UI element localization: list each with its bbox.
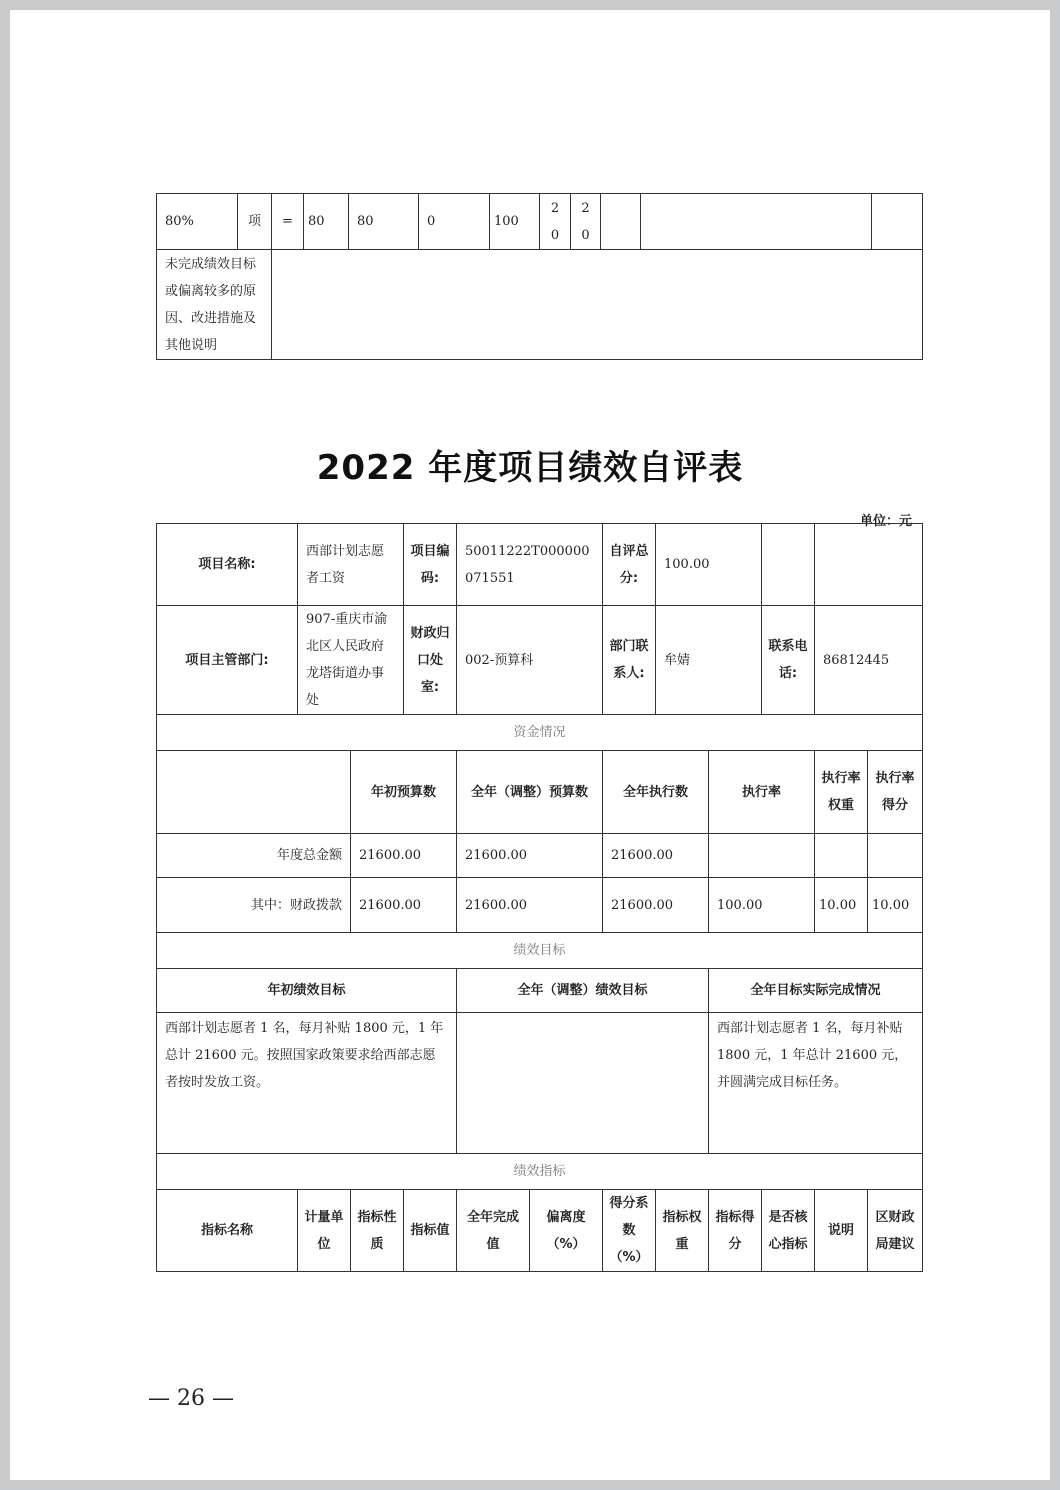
- funds-cell: 21600.00: [457, 878, 603, 933]
- prev-cell: 80: [349, 194, 419, 250]
- funds-cell: 100.00: [709, 878, 815, 933]
- indicator-header: 指标名称: [157, 1190, 298, 1272]
- indicator-header: 说明: [815, 1190, 868, 1272]
- prev-cell: 80: [304, 194, 349, 250]
- funds-header: 年初预算数: [351, 751, 457, 834]
- page-title: 2022 年度项目绩效自评表: [316, 448, 744, 488]
- funds-section-header: 资金情况: [157, 715, 923, 751]
- funds-cell: [868, 834, 923, 878]
- finance-value: 002-预算科: [457, 606, 603, 715]
- funds-cell: 21600.00: [351, 878, 457, 933]
- note-label: 未完成绩效目标或偏离较多的原因、改进措施及其他说明: [157, 250, 272, 360]
- contact-label: 部门联系人:: [603, 606, 656, 715]
- indicators-section-header: 绩效指标: [157, 1154, 923, 1190]
- goals-section-header: 绩效目标: [157, 933, 923, 969]
- funds-cell: 21600.00: [603, 878, 709, 933]
- phone-value: 86812445: [815, 606, 923, 715]
- document-page: [10, 10, 1050, 1480]
- empty-cell: [157, 751, 351, 834]
- goal-actual: 西部计划志愿者 1 名，每月补贴 1800 元，1 年总计 21600 元，并圆满完成目标任务。: [709, 1013, 923, 1154]
- goals-header: 全年（调整）绩效目标: [457, 969, 709, 1013]
- phone-label: 联系电话:: [762, 606, 815, 715]
- prev-cell: 项: [238, 194, 272, 250]
- indicator-header: 偏离度（%）: [530, 1190, 603, 1272]
- funds-cell: 21600.00: [457, 834, 603, 878]
- dept-label: 项目主管部门:: [157, 606, 298, 715]
- score-value: 100.00: [656, 524, 762, 606]
- funds-header: 执行率得分: [868, 751, 923, 834]
- score-label: 自评总分:: [603, 524, 656, 606]
- prev-cell: 80%: [157, 194, 238, 250]
- funds-header: 执行率: [709, 751, 815, 834]
- funds-header: 全年执行数: [603, 751, 709, 834]
- finance-label: 财政归口处室:: [404, 606, 457, 715]
- project-code-value: 50011222T000000071551: [457, 524, 603, 606]
- prev-table: [156, 193, 923, 360]
- funds-row-label: 其中：财政拨款: [157, 878, 351, 933]
- prev-cell: [872, 194, 923, 250]
- goals-header: 全年目标实际完成情况: [709, 969, 923, 1013]
- funds-header: 全年（调整）预算数: [457, 751, 603, 834]
- prev-cell: 2 0: [540, 194, 571, 250]
- evaluation-table: [156, 523, 923, 1272]
- dept-value: 907-重庆市渝北区人民政府龙塔街道办事处: [298, 606, 404, 715]
- funds-row-label: 年度总金额: [157, 834, 351, 878]
- indicator-header: 是否核心指标: [762, 1190, 815, 1272]
- contact-value: 牟婧: [656, 606, 762, 715]
- funds-header: 执行率权重: [815, 751, 868, 834]
- prev-cell: 100: [490, 194, 540, 250]
- prev-cell: =: [272, 194, 304, 250]
- prev-cell: [601, 194, 641, 250]
- unit-label: 单位：元: [859, 514, 912, 529]
- indicator-header: 得分系数（%）: [603, 1190, 656, 1272]
- empty-cell: [762, 524, 815, 606]
- prev-cell: [641, 194, 872, 250]
- note-value: [272, 250, 923, 360]
- indicator-header: 全年完成值: [457, 1190, 530, 1272]
- goal-adjusted: [457, 1013, 709, 1154]
- goal-initial: 西部计划志愿者 1 名，每月补贴 1800 元，1 年总计 21600 元。按照国家政策要求给西部志愿者按时发放工资。: [157, 1013, 457, 1154]
- project-name-label: 项目名称:: [157, 524, 298, 606]
- funds-cell: [709, 834, 815, 878]
- indicator-header: 指标得分: [709, 1190, 762, 1272]
- prev-cell: 0: [419, 194, 490, 250]
- project-code-label: 项目编码:: [404, 524, 457, 606]
- indicator-header: 区财政局建议: [868, 1190, 923, 1272]
- funds-cell: 10.00: [815, 878, 868, 933]
- funds-cell: 21600.00: [603, 834, 709, 878]
- funds-cell: [815, 834, 868, 878]
- empty-cell: [815, 524, 923, 606]
- indicator-header: 计量单位: [298, 1190, 351, 1272]
- project-name-value: 西部计划志愿者工资: [298, 524, 404, 606]
- funds-cell: 10.00: [868, 878, 923, 933]
- indicator-header: 指标性质: [351, 1190, 404, 1272]
- prev-cell: 2 0: [571, 194, 601, 250]
- indicator-header: 指标值: [404, 1190, 457, 1272]
- page-number: — 26 —: [148, 1386, 234, 1411]
- funds-cell: 21600.00: [351, 834, 457, 878]
- goals-header: 年初绩效目标: [157, 969, 457, 1013]
- indicator-header: 指标权重: [656, 1190, 709, 1272]
